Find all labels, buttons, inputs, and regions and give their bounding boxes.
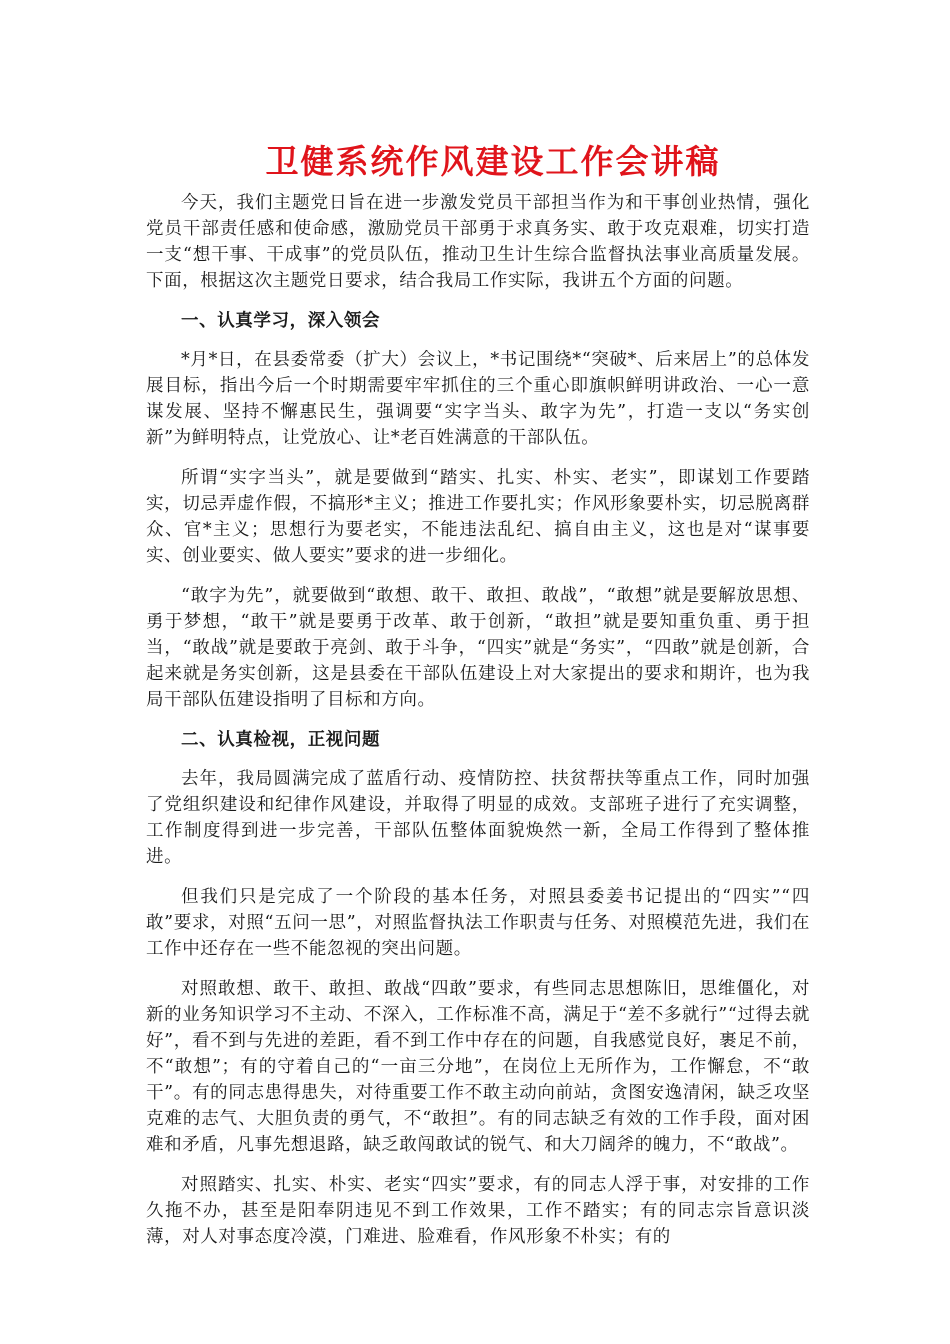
- section-heading-1: 一、认真学习，深入领会: [181, 311, 381, 331]
- paragraph-intro: 今天，我们主题党日旨在进一步激发党员干部担当作为和干事创业热情，强化党员干部责任感和使命感，激励党员干部勇于求真务实、敢于攻克艰难，切实打造一支“想干事、干成事”的党员队伍，推动卫生计生综合监督执法事业高质量发展。下面，根据这次主题党日要求，结合我局工作实际，我讲五个方面的问题。: [146, 193, 810, 291]
- document-title: 卫健系统作风建设工作会讲稿: [265, 142, 721, 181]
- paragraph: “敢字为先”，就要做到“敢想、敢干、敢担、敢战”，“敢想”就是要解放思想、勇于梦想，“敢干”就是要勇于改革、敢于创新，“敢担”就是要知重负重、勇于担当，“敢战”就是要敢于亮剑、敢于斗争，“四实”就是“务实”，“四敢”就是创新，合起来就是务实创新，这是县委在干部队伍建设上对大家提出的要求和期许，也为我局干部队伍建设指明了目标和方向。: [146, 586, 810, 710]
- document-body: [146, 190, 810, 1250]
- paragraph: 去年，我局圆满完成了蓝盾行动、疫情防控、扶贫帮扶等重点工作，同时加强了党组织建设和纪律作风建设，并取得了明显的成效。支部班子进行了充实调整，工作制度得到进一步完善，干部队伍整体面貌焕然一新，全局工作得到了整体推进。: [146, 769, 810, 867]
- section-heading-2: 二、认真检视，正视问题: [181, 730, 381, 750]
- paragraph: 但我们只是完成了一个阶段的基本任务，对照县委姜书记提出的“四实”“四敢”要求，对照“五问一思”，对照监督执法工作职责与任务、对照模范先进，我们在工作中还存在一些不能忽视的突出问题。: [146, 887, 810, 959]
- paragraph: 对照敢想、敢干、敢担、敢战“四敢”要求，有些同志思想陈旧，思维僵化，对新的业务知识学习不主动、不深入，工作标准不高，满足于“差不多就行”“过得去就好”，看不到与先进的差距，看不到工作中存在的问题，自我感觉良好，裹足不前，不“敢想”；有的守着自己的“一亩三分地”，在岗位上无所作为，工作懈怠，不“敢干”。有的同志患得患失，对待重要工作不敢主动向前站，贪图安逸清闲，缺乏攻坚克难的志气、大胆负责的勇气，不“敢担”。有的同志缺乏有效的工作手段，面对困难和矛盾，凡事先想退路，缺乏敢闯敢试的锐气、和大刀阔斧的魄力，不“敢战”。: [146, 979, 810, 1155]
- document-page: [146, 0, 810, 1264]
- paragraph: 所谓“实字当头”，就是要做到“踏实、扎实、朴实、老实”，即谋划工作要踏实，切忌弄虚作假，不搞形*主义；推进工作要扎实；作风形象要朴实，切忌脱离群众、官*主义；思想行为要老实，不能违法乱纪、搞自由主义，这也是对“谋事要实、创业要实、做人要实”要求的进一步细化。: [146, 468, 810, 566]
- paragraph: *月*日，在县委常委（扩大）会议上，*书记围绕*“突破*、后来居上”的总体发展目标，指出今后一个时期需要牢牢抓住的三个重心即旗帜鲜明讲政治、一心一意谋发展、坚持不懈惠民生，强调要“实字当头、敢字为先”，打造一支以“务实创新”为鲜明特点，让党放心、让*老百姓满意的干部队伍。: [146, 350, 810, 448]
- paragraph: 对照踏实、扎实、朴实、老实“四实”要求，有的同志人浮于事，对安排的工作久拖不办，甚至是阳奉阴违见不到工作效果，工作不踏实；有的同志宗旨意识淡薄，对人对事态度冷漠，门难进、脸难看，作风形象不朴实；有的: [146, 1175, 810, 1247]
